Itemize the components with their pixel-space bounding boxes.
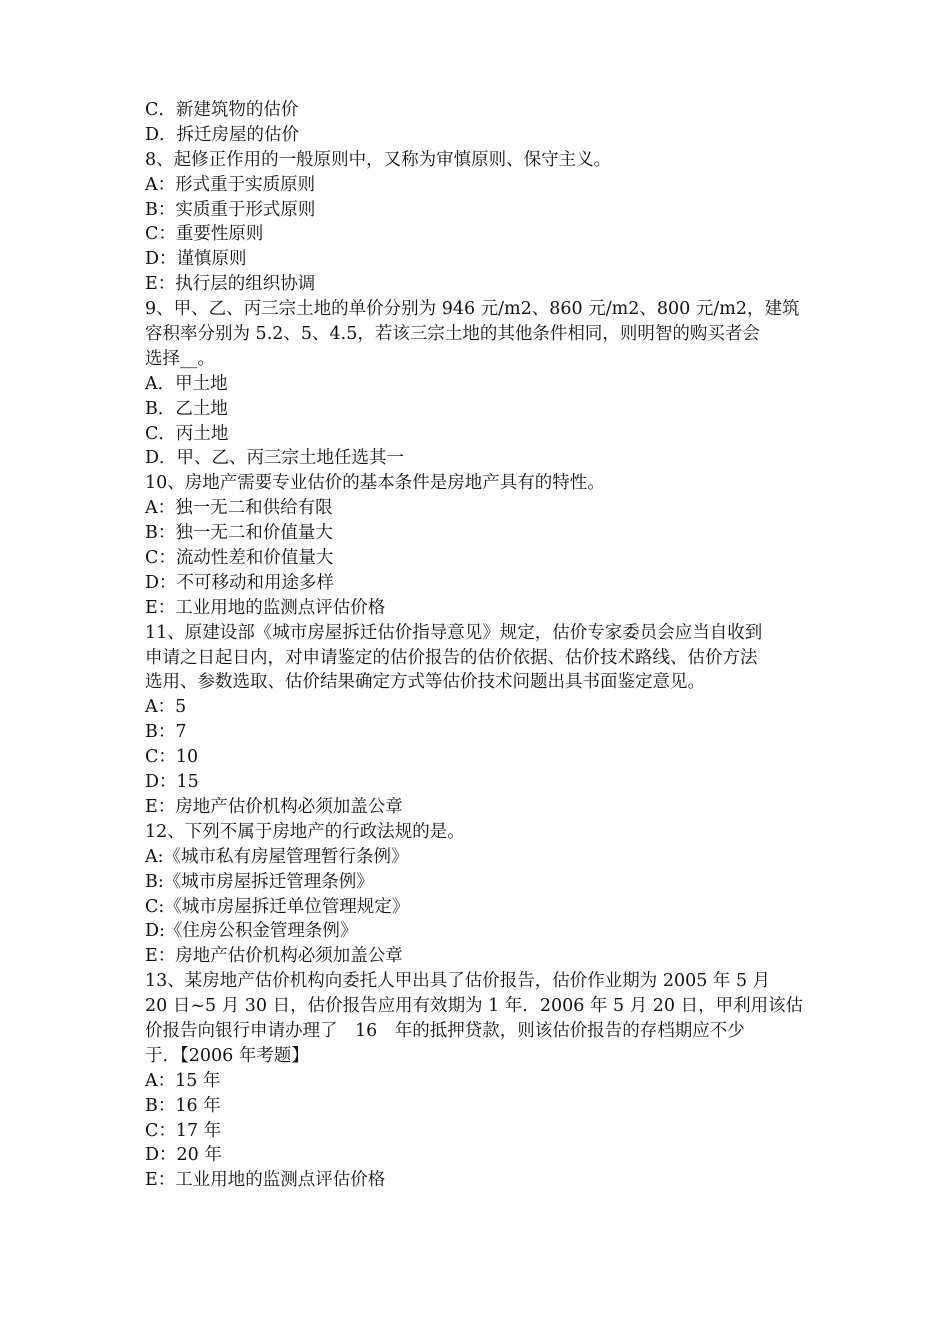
q11-option-c: C：10 [145,747,199,768]
q9-option-a: A．甲土地 [145,373,228,394]
q10-question: 10、房地产需要专业估价的基本条件是房地产具有的特性。 [145,473,605,494]
q12-option-a: A:《城市私有房屋管理暂行条例》 [145,846,409,867]
q9-option-b: B．乙土地 [145,398,228,419]
q12-question: 12、下列不属于房地产的行政法规的是。 [145,821,465,842]
q13-option-c: C：17 年 [145,1120,222,1141]
q13-option-a: A：15 年 [145,1070,221,1091]
q8-option-e: E：执行层的组织协调 [145,274,316,295]
q13-option-d: D：20 年 [145,1145,222,1166]
q12-option-e: E：房地产估价机构必须加盖公章 [145,946,403,967]
q9-question-line-2: 容积率分别为 5.2、5、4.5，若该三宗土地的其他条件相同，则明智的购买者会 [145,324,760,345]
q8-option-c: C：重要性原则 [145,224,264,245]
q13-question-line-2: 20 日~5 月 30 日，估价报告应用有效期为 1 年．2006 年 5 月 20 日，甲利用该估 [145,996,804,1017]
q11-option-b: B：7 [145,722,187,743]
q13-option-e: E：工业用地的监测点评估价格 [145,1170,386,1191]
q11-question-line-1: 11、原建设部《城市房屋拆迁估价指导意见》规定，估价专家委员会应当自收到 [145,622,763,643]
q10-option-c: C：流动性差和价值量大 [145,548,334,569]
q7-option-c: C．新建筑物的估价 [145,100,299,120]
q9-option-d: D．甲、乙、丙三宗土地任选其一 [145,448,405,469]
q11-option-a: A：5 [145,697,187,718]
q8-question: 8、起修正作用的一般原则中，又称为审慎原则、保守主义。 [145,149,612,170]
q8-option-d: D：谨慎原则 [145,249,247,270]
q12-option-d: D:《住房公积金管理条例》 [145,921,358,942]
q12-option-c: C:《城市房屋拆迁单位管理规定》 [145,896,410,917]
q10-option-b: B：独一无二和价值量大 [145,523,333,544]
q13-question-line-4: 于．【2006 年考题】 [145,1045,309,1066]
q10-option-d: D：不可移动和用途多样 [145,572,335,593]
q11-option-e: E：房地产估价机构必须加盖公章 [145,796,403,817]
q7-option-d: D．拆迁房屋的估价 [145,124,300,145]
q13-option-b: B：16 年 [145,1095,221,1116]
q9-question-line-1: 9、甲、乙、丙三宗土地的单价分别为 946 元/m2、860 元/m2、800 元/m2，建筑 [145,299,800,320]
q11-question-line-3: 选用、参数选取、估价结果确定方式等估价技术问题出具书面鉴定意见。 [145,672,705,693]
q8-option-b: B：实质重于形式原则 [145,199,316,220]
document-body [145,98,825,1193]
q11-question-line-2: 申请之日起日内，对申请鉴定的估价报告的估价依据、估价技术路线、估价方法 [145,647,758,668]
q12-option-b: B:《城市房屋拆迁管理条例》 [145,871,374,892]
q9-option-c: C．丙土地 [145,423,229,444]
q10-option-a: A：独一无二和供给有限 [145,498,333,519]
q11-option-d: D：15 [145,772,199,793]
q8-option-a: A：形式重于实质原则 [145,174,316,195]
q9-question-line-3: 选择__。 [145,348,215,369]
q13-question-line-3: 价报告向银行申请办理了 16 年的抵押贷款，则该估价报告的存档期应不少 [145,1020,745,1041]
q13-question-line-1: 13、某房地产估价机构向委托人甲出具了估价报告，估价作业期为 2005 年 5 月 [145,971,771,992]
q10-option-e: E：工业用地的监测点评估价格 [145,597,386,618]
